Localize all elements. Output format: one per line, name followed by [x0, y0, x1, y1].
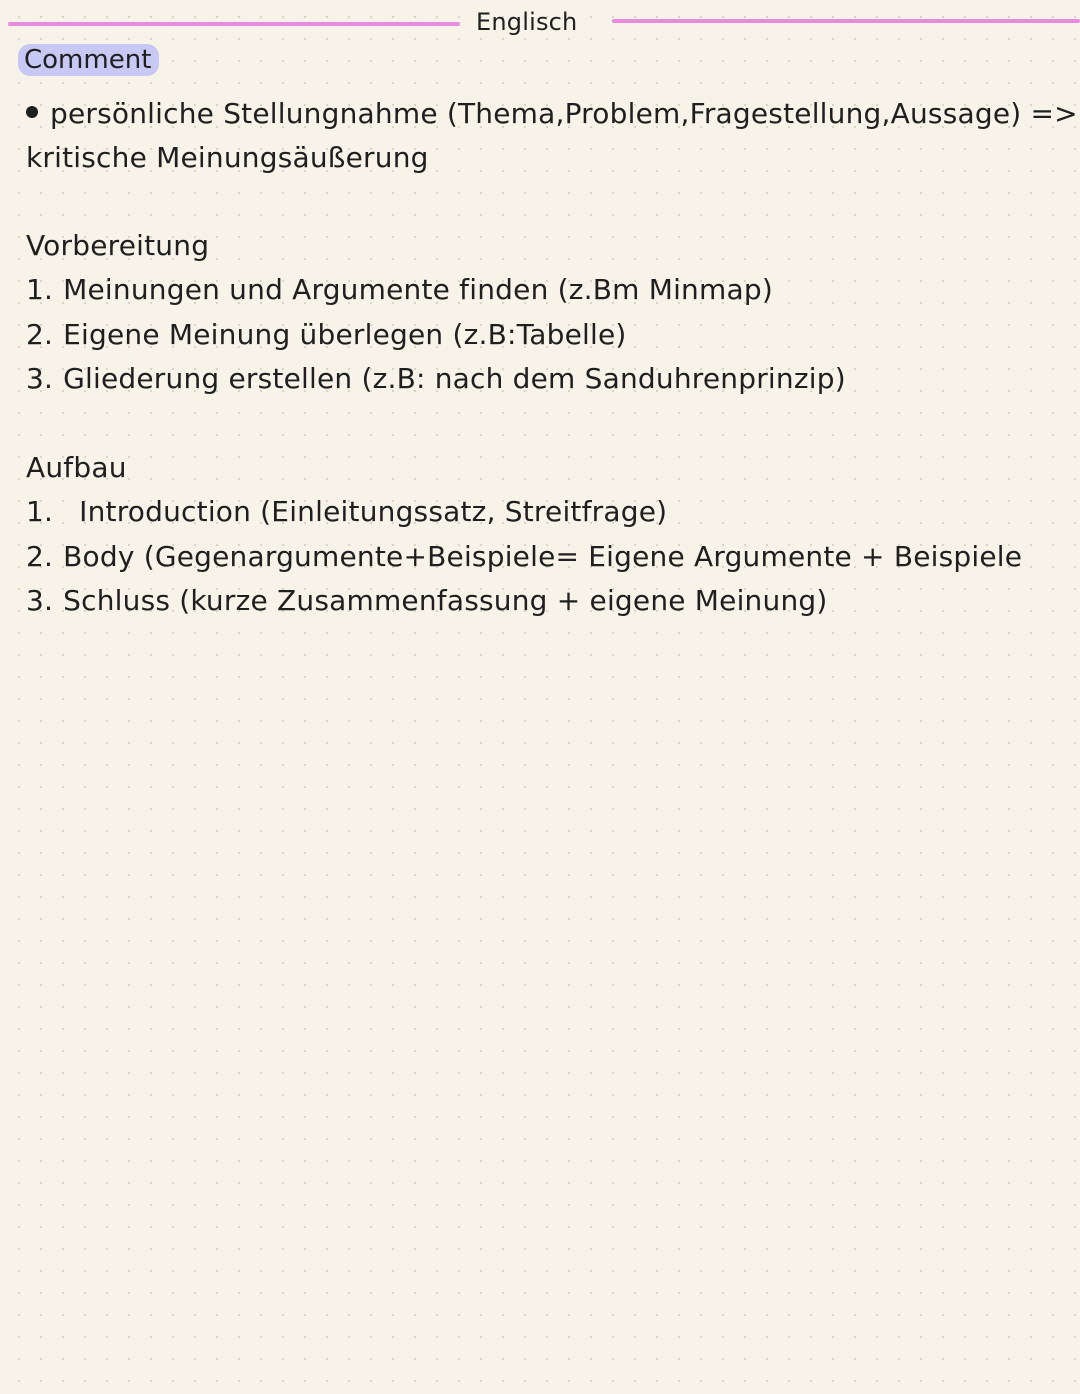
item-text: Gliederung erstellen (z.B: nach dem Sanduhrenprinzip) [63, 362, 846, 395]
aufbau-item [26, 537, 1022, 577]
header-rule-right [612, 19, 1080, 23]
bullet-icon [26, 106, 38, 118]
aufbau-item [26, 581, 828, 621]
item-number: 1. [26, 273, 54, 306]
topic-tag: Comment [18, 44, 159, 76]
item-text: Body (Gegenargumente+Beispiele= Eigene Argumente + Beispiele [63, 540, 1023, 573]
item-text: Introduction (Einleitungssatz, Streitfrage) [79, 495, 668, 528]
subject-title: Englisch [476, 8, 578, 36]
vorbereitung-heading: Vorbereitung [26, 229, 210, 262]
item-number: 1. [26, 495, 54, 528]
aufbau-item [26, 492, 667, 532]
header-rule-left [8, 22, 460, 26]
item-number: 2. [26, 318, 54, 351]
definition-continuation: kritische Meinungsäußerung [26, 141, 429, 174]
item-number: 2. [26, 540, 54, 573]
item-text: Meinungen und Argumente finden (z.Bm Minmap) [63, 273, 773, 306]
definition-bullet [26, 94, 1078, 134]
aufbau-heading: Aufbau [26, 451, 127, 484]
page-header [0, 0, 1080, 46]
item-number: 3. [26, 362, 54, 395]
vorbereitung-item [26, 315, 627, 355]
vorbereitung-item [26, 359, 846, 399]
definition-text: persönliche Stellungnahme (Thema,Problem,Fragestellung,Aussage) => [50, 97, 1078, 130]
vorbereitung-item [26, 270, 773, 310]
item-text: Schluss (kurze Zusammenfassung + eigene Meinung) [63, 584, 828, 617]
item-text: Eigene Meinung überlegen (z.B:Tabelle) [63, 318, 627, 351]
item-number: 3. [26, 584, 54, 617]
